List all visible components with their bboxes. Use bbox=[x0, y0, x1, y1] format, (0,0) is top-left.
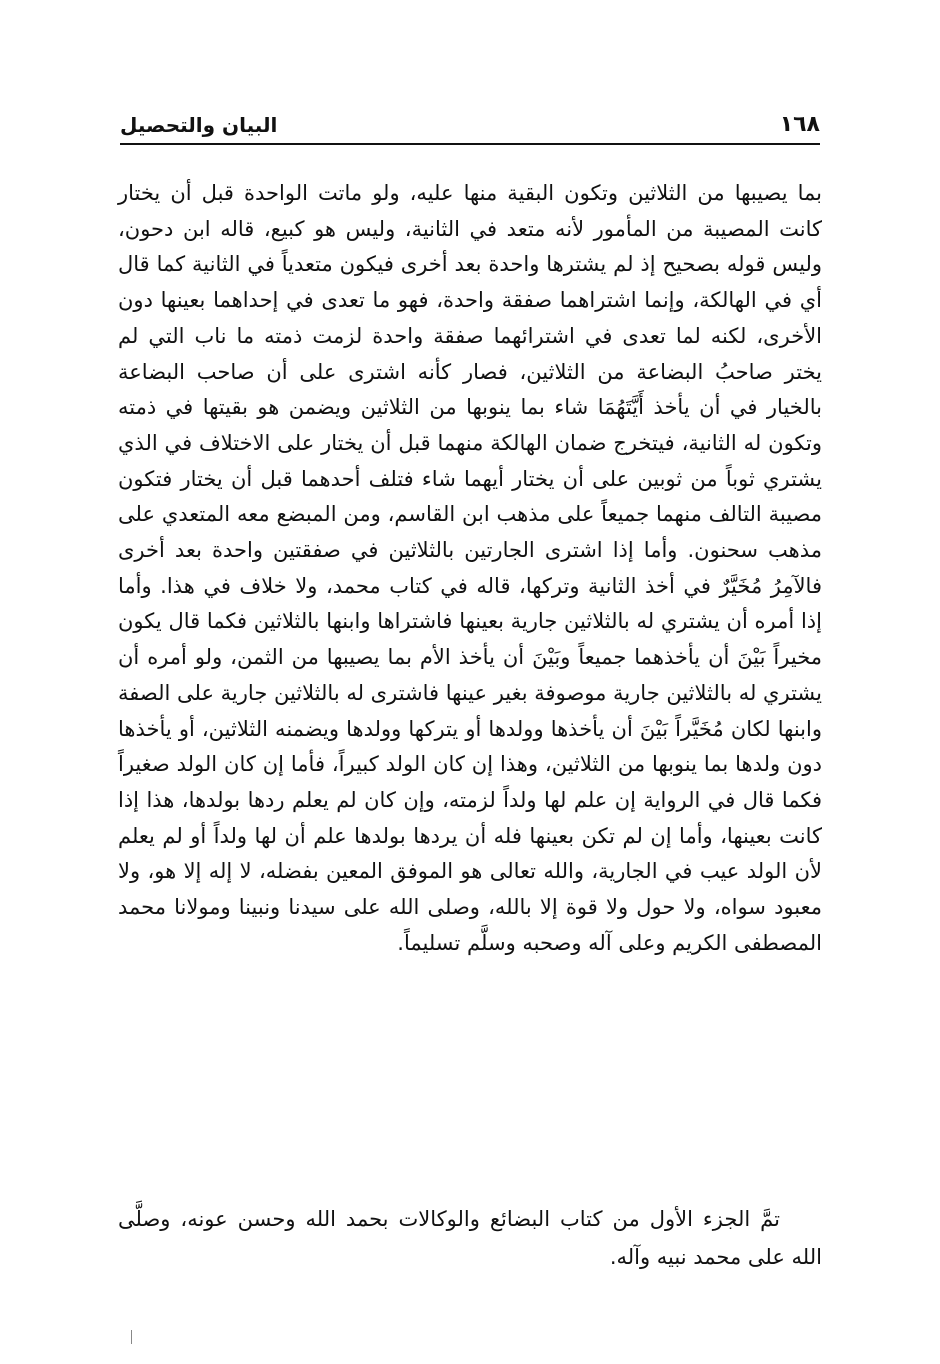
page-number: ١٦٨ bbox=[779, 112, 820, 137]
scan-mark bbox=[131, 1330, 132, 1344]
main-paragraph: بما يصيبها من الثلاثين وتكون البقية منها عليه، ولو ماتت الواحدة قبل أن يختار كانت المصيبة من المأمور لأنه متعد في الثانية، وليس هو كبيع، قاله ابن دحون، وليس قوله بصحيح إذ لم يشترها واحدة بعد أخرى فيكون متعدياً في الثانية كما قال أي في الهالكة، وإنما اشتراهما صفقة واحدة، فهو ما تعدى في إحداهما بعينها دون الأخرى، لكنه لما تعدى في اشترائهما صفقة واحدة لزمت ذمته ما ناب التي لم يختر صاحبُ البضاعة من الثلاثين، فصار كأنه اشترى على أن صاحب البضاعة بالخيار في أن يأخذ أَيَّتَهُمَا شاء بما ينوبها من الثلاثين ويضمن هو بقيتها في ذمته وتكون له الثانية، فيتخرج ضمان الهالكة منهما قبل أن يختار على الاختلاف في الذي يشتري ثوباً من ثوبين على أن يختار أيهما شاء فتلف أحدهما قبل أن يختار فتكون مصيبة التالف منهما جميعاً على مذهب ابن القاسم، ومن المبضع معه المتعدي على مذهب سحنون. وأما إذا اشترى الجارتين بالثلاثين في صفقتين واحدة بعد أخرى فالآمِرُ مُخَيَّرٌ في أخذ الثانية وتركها، قاله في كتاب محمد، ولا خلاف في هذا. وأما إذا أمره أن يشتري له بالثلاثين جارية بعينها فاشتراها وابنها بالثلاثين فكما قال يكون مخيراً بَيْنَ أن يأخذهما جميعاً وبَيْنَ أن يأخذ الأم بما يصيبها من الثمن، ولو أمره أن يشتري له بالثلاثين جارية موصوفة بغير عينها فاشترى له بالثلاثين جارية على الصفة وابنها لكان مُخَيَّراً بَيْنَ أن يأخذها وولدها أو يتركها وولدها ويضمنه الثلاثين، أو يأخذها دون ولدها بما ينوبها من الثلاثين، وهذا إن كان الولد كبيراً، فأما إن كان الولد صغيراً فكما قال في الرواية إن علم لها ولداً لزمته، وإن كان لم يعلم ردها بولدها، هذا إذا كانت بعينها، وأما إن لم تكن بعينها فله أن يردها بولدها علم أن لها ولداً أو لم يعلم لأن الولد عيب في الجارية، والله تعالى هو الموفق المعين بفضله، لا إله إلا هو، ولا معبود سواه، ولا حول ولا قوة إلا بالله، وصلى الله على سيدنا ونبينا ومولانا محمد المصطفى الكريم وعلى آله وصحبه وسلَّم تسليماً. bbox=[118, 181, 822, 955]
running-header bbox=[120, 110, 820, 146]
closing-paragraph: تمَّ الجزء الأول من كتاب البضائع والوكالات بحمد الله وحسن عونه، وصلَّى الله على محمد نبيه وآله. bbox=[118, 1207, 822, 1269]
header-rule bbox=[120, 143, 820, 145]
running-title: البيان والتحصيل bbox=[120, 113, 278, 137]
